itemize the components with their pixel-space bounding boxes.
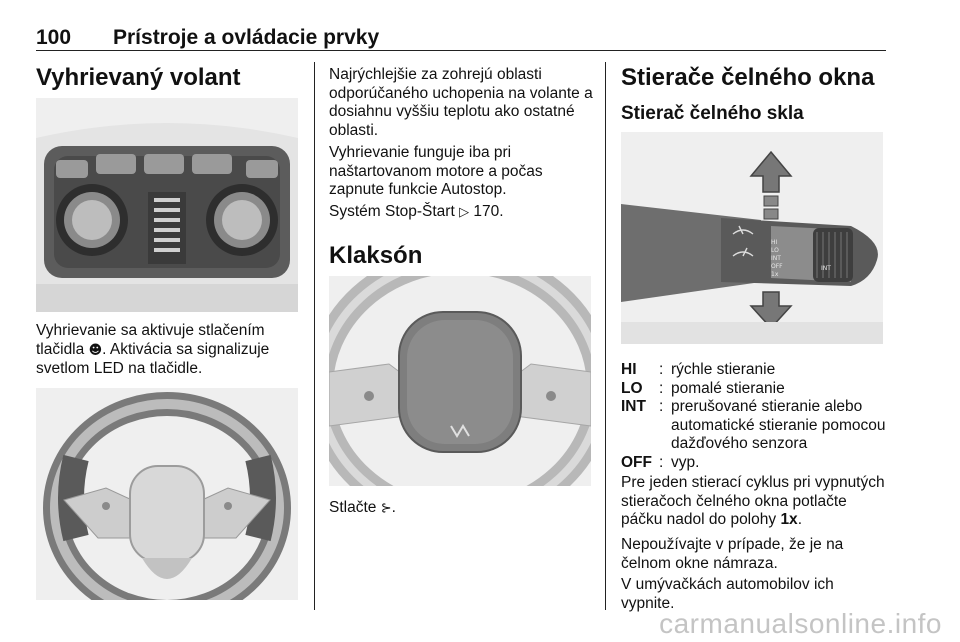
watermark: carmanualsonline.info [659, 608, 942, 639]
car-wash-text: V umývačkách automobilov ich vypnite. [621, 576, 834, 612]
steering-wheel-drawing [36, 388, 298, 600]
page-header [36, 24, 886, 52]
heating-zones-text: Najrýchlejšie za zohrejú oblasti odporúčaného uchopenia na volante a dosiahnu vyššiu teplotu ako ostatné oblasti. [329, 66, 593, 139]
horn-title: Klaksón [329, 242, 423, 269]
position-term: INT [621, 398, 646, 415]
list-item: OFF : vyp. [621, 454, 891, 473]
horn-drawing [329, 276, 591, 486]
frost-warning-text: Nepoužívajte v prípade, že je na čelnom okne námraza. [621, 536, 844, 572]
header-rule [36, 50, 886, 51]
stalk-int-button-label: INT [821, 265, 831, 272]
horn-icon: ⊱ [380, 501, 392, 516]
page-number: 100 [36, 26, 72, 49]
climate-panel-drawing [36, 98, 298, 312]
column-divider-2 [605, 62, 606, 610]
position-description: prerušované stieranie alebo automatické stieranie pomocou dažďového senzora [671, 398, 886, 452]
stalk-label-lo: LO [771, 247, 779, 254]
list-item: HI : rýchle stieranie [621, 361, 891, 380]
position-term: OFF [621, 453, 652, 471]
position-description: rýchle stieranie [671, 361, 776, 378]
wiper-stalk-drawing [621, 132, 883, 344]
climate-control-panel-figure [36, 98, 298, 312]
position-description: pomalé stieranie [671, 379, 785, 397]
list-item: LO : pomalé stieranie [621, 380, 891, 399]
position-term: LO [621, 379, 643, 397]
windscreen-wiper-subtitle: Stierač čelného skla [621, 103, 804, 124]
single-wipe-text: Pre jeden stierací cyklus pri vypnutých stieračoch čelného okna potlačte páčku nadol do polohy 1x. [621, 474, 885, 528]
wipers-title: Stierače čelného okna [621, 64, 875, 91]
heated-wheel-icon: ☻ [88, 342, 103, 358]
stalk-label-1x: 1x [771, 271, 779, 278]
wiper-positions-list [621, 361, 891, 472]
position-description: vyp. [671, 453, 700, 471]
position-term: HI [621, 361, 637, 378]
wiper-stalk-figure [621, 132, 883, 344]
chapter-title: Prístroje a ovládacie prvky [113, 26, 380, 49]
heated-steering-wheel-title: Vyhrievaný volant [36, 64, 241, 91]
page-reference-icon: ▷ [459, 205, 470, 220]
horn-figure [329, 276, 591, 486]
heated-wheel-activation-text: Vyhrievanie sa aktivuje stlačením tlačidla ☻. Aktivácia sa signalizuje svetlom LED na tlačidle. [36, 322, 270, 377]
stalk-label-int: INT [771, 255, 781, 262]
heating-conditions-text: Vyhrievanie funguje iba pri naštartovanom motore a počas zapnute funkcie Autostop. [329, 144, 543, 198]
stalk-label-hi: HI [771, 239, 778, 246]
horn-instruction-text: Stlačte ⊱. [329, 499, 396, 516]
stop-start-reference: Systém Stop-Štart ▷ 170. [329, 203, 504, 220]
list-item: INT : prerušované stieranie alebo automatické stieranie pomocou dažďového senzora [621, 398, 891, 454]
steering-wheel-figure [36, 388, 298, 600]
stalk-label-off: OFF [771, 263, 783, 270]
column-divider-1 [314, 62, 315, 610]
